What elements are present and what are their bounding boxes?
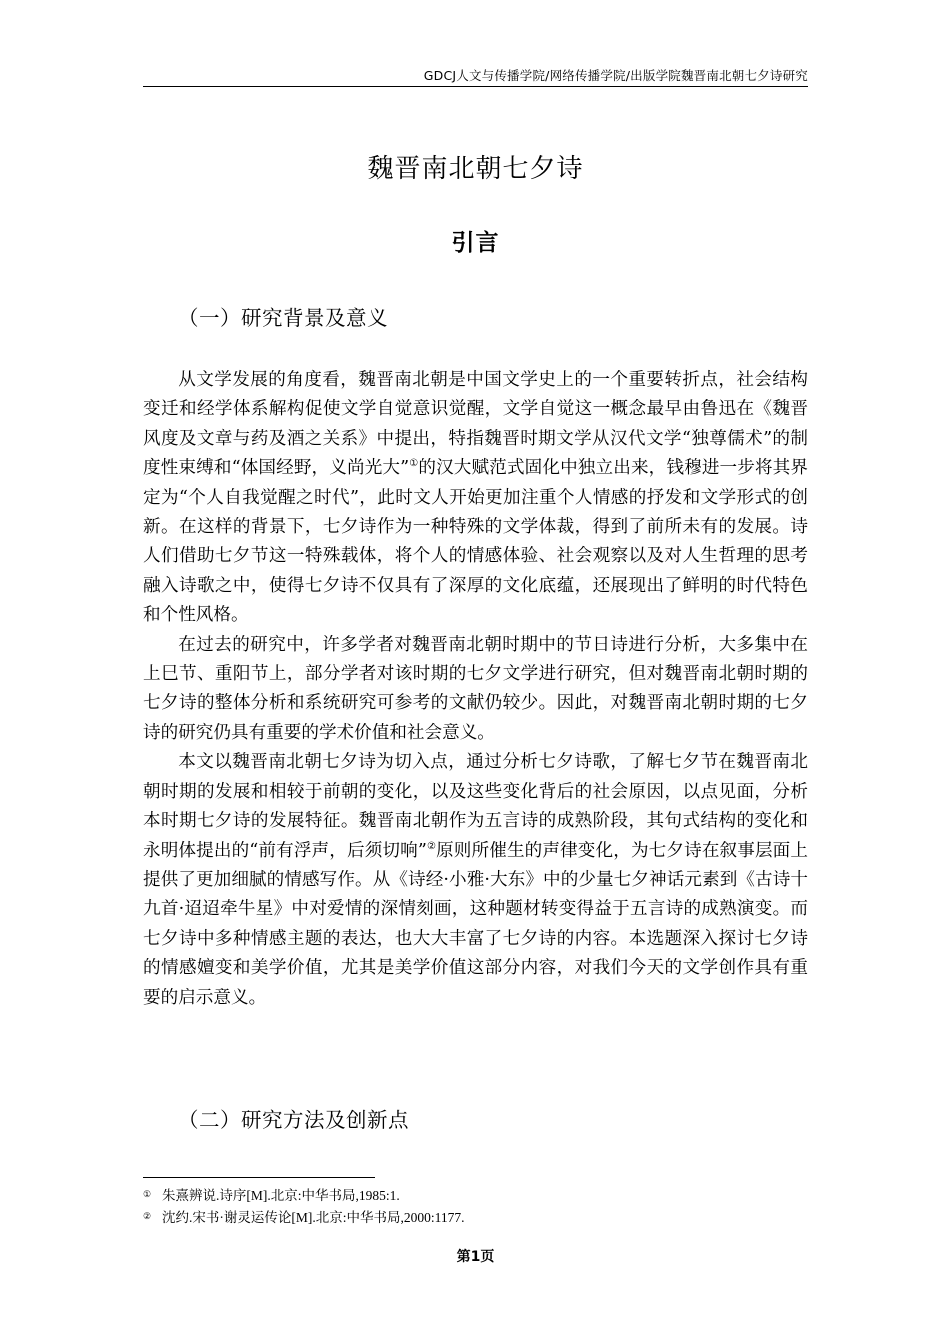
introduction-heading: 引言 (451, 230, 500, 256)
paragraph-1-text-b: 的汉大赋范式固化中独立出来，钱穆进一步将其界定为“个人自我觉醒之时代”，此时文人开始更加注重个人情感的抒发和文学形式的创新。在这样的背景下，七夕诗作为一种特殊的文学体裁，得到了前所未有的发展。诗人们借助七夕节这一特殊载体，将个人的情感体验、社会观察以及对人生哲理的思考融入诗歌之中，使得七夕诗不仅具有了深厚的文化底蕴，还展现出了鲜明的时代特色和个性风格。 (143, 458, 808, 626)
footnote-reference-2[interactable]: ② (426, 840, 437, 852)
footnote-text: 沈约.宋书·谢灵运传论[M].北京:中华书局,2000:1177. (162, 1210, 465, 1225)
footnote-reference-1[interactable]: ① (409, 458, 419, 470)
document-title: 魏晋南北朝七夕诗 (367, 154, 584, 184)
body-text (143, 366, 808, 1013)
paragraph-1 (143, 366, 808, 631)
section-heading-background: （一）研究背景及意义 (178, 306, 388, 330)
footnote-item (143, 1206, 808, 1228)
page-number: 第1页 (456, 1249, 495, 1265)
paragraph-3-text-b: 原则所催生的声律变化，为七夕诗在叙事层面上提供了更加细腻的情感写作。从《诗经·小雅·大东》中的少量七夕神话元素到《古诗十九首·迢迢牵牛星》中对爱情的深情刻画，这种题材转变得益于五言诗的成熟演变。而七夕诗中多种情感主题的表达，也大大丰富了七夕诗的内容。本选题深入探讨七夕诗的情感嬗变和美学价值，尤其是美学价值这部分内容，对我们今天的文学创作具有重要的启示意义。 (143, 840, 808, 1008)
footnote-separator (143, 1177, 375, 1178)
footnotes (143, 1184, 808, 1228)
section-heading-methods: （二）研究方法及创新点 (178, 1108, 409, 1132)
paragraph-1-text-a: 从文学发展的角度看，魏晋南北朝是中国文学史上的一个重要转折点，社会结构变迁和经学体系解构促使文学自觉意识觉醒，文学自觉这一概念最早由鲁迅在《魏晋风度及文章与药及酒之关系》中提出，特指魏晋时期文学从汉代文学“独尊儒术”的制度性束缚和“体国经野，义尚光大” (143, 370, 808, 479)
header-divider (143, 86, 808, 87)
paragraph-2: 在过去的研究中，许多学者对魏晋南北朝时期中的节日诗进行分析，大多集中在上巳节、重阳节上，部分学者对该时期的七夕文学进行研究，但对魏晋南北朝时期的七夕诗的整体分析和系统研究可参考的文献仍较少。因此，对魏晋南北朝时期的七夕诗的研究仍具有重要的学术价值和社会意义。 (143, 634, 808, 743)
running-header: GDCJ人文与传播学院/网络传播学院/出版学院魏晋南北朝七夕诗研究 (423, 68, 808, 83)
footnote-item (143, 1184, 808, 1206)
footnote-mark: ① (143, 1189, 152, 1199)
footnote-mark: ② (143, 1211, 152, 1221)
paragraph-3 (143, 748, 808, 1013)
paragraph-3-text-a: 本文以魏晋南北朝七夕诗为切入点，通过分析七夕诗歌，了解七夕节在魏晋南北朝时期的发展和相较于前朝的变化，以及这些变化背后的社会原因，以点见面，分析本时期七夕诗的发展特征。魏晋南北朝作为五言诗的成熟阶段，其句式结构的变化和永明体提出的“前有浮声，后须切响” (143, 752, 808, 861)
footnote-text: 朱熹辨说.诗序[M].北京:中华书局,1985:1. (162, 1188, 400, 1203)
